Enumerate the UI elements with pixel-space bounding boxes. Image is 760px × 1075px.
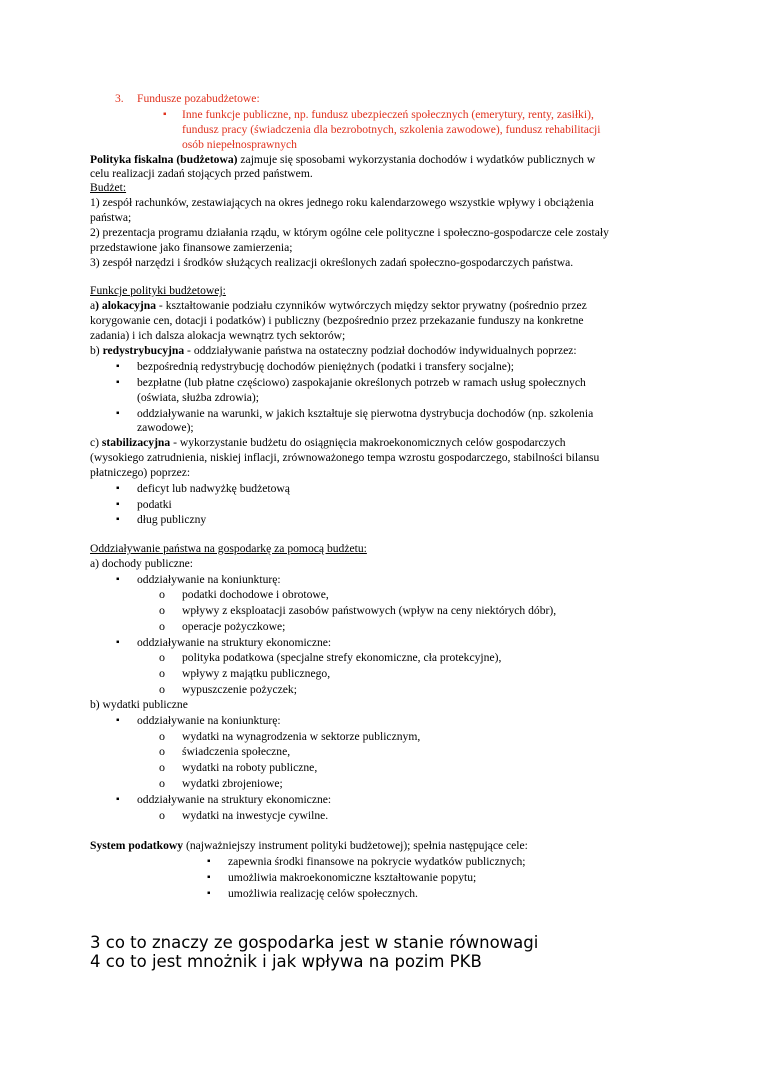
square-bullet-icon: ▪ [207, 888, 211, 899]
circle-bullet-icon: o [159, 744, 165, 758]
sub-list-item: operacje pożyczkowe; [182, 620, 286, 633]
tax-paragraph: System podatkowy (najważniejszy instrument polityki budżetowej); spełnia następujące cele: [90, 839, 528, 852]
funds-line: osób niepełnosprawnych [182, 138, 297, 151]
function-c-line: płatniczego) poprzez: [90, 466, 191, 479]
list-item: umożliwia makroekonomiczne kształtowanie popytu; [228, 871, 477, 884]
square-bullet-icon: ▪ [116, 794, 120, 805]
question-line: 3 co to znaczy ze gospodarka jest w stanie równowagi [90, 933, 539, 952]
function-a: a) alokacyjna - kształtowanie podziału czynników wytwórczych między sektor prywatny (pośrednio przez [90, 299, 587, 312]
list-item: (oświata, służba zdrowia); [137, 391, 260, 404]
list-item: oddziaływanie na struktury ekonomiczne: [137, 793, 332, 806]
funds-heading: Fundusze pozabudżetowe: [137, 92, 260, 105]
square-bullet-icon: ▪ [116, 483, 120, 494]
sub-list-item: świadczenia społeczne, [182, 745, 291, 758]
list-number: 3. [115, 92, 124, 105]
list-item: deficyt lub nadwyżkę budżetową [137, 482, 290, 495]
square-bullet-icon: ▪ [116, 637, 120, 648]
budget-line: 1) zespół rachunków, zestawiających na okres jednego roku kalendarzowego wszystkie wpływy i obciążenia [90, 196, 594, 209]
square-bullet-icon: ▪ [116, 574, 120, 585]
list-item: oddziaływanie na struktury ekonomiczne: [137, 636, 332, 649]
sub-list-item: polityka podatkowa (specjalne strefy ekonomiczne, cła protekcyjne), [182, 651, 502, 664]
function-a-line: zadania) i ich dalsza alokacja wewnątrz tych sektorów; [90, 329, 346, 342]
list-item: zapewnia środki finansowe na pokrycie wydatków publicznych; [228, 855, 526, 868]
sub-list-item: wpływy z eksploatacji zasobów państwowych (wpływ na ceny niektórych dóbr), [182, 604, 557, 617]
sub-list-item: podatki dochodowe i obrotowe, [182, 588, 329, 601]
sub-list-item: wydatki na roboty publiczne, [182, 761, 318, 774]
square-bullet-icon: ▪ [163, 109, 167, 120]
list-item: umożliwia realizację celów społecznych. [228, 887, 418, 900]
list-item: zawodowe); [137, 421, 194, 434]
circle-bullet-icon: o [159, 650, 165, 664]
sub-list-item: wydatki na inwestycje cywilne. [182, 809, 329, 822]
square-bullet-icon: ▪ [207, 872, 211, 883]
list-item: oddziaływanie na koniunkturę: [137, 714, 281, 727]
tax-term: System podatkowy [90, 839, 184, 852]
budget-line: państwa; [90, 211, 132, 224]
square-bullet-icon: ▪ [207, 856, 211, 867]
budget-line: 3) zespół narzędzi i środków służących realizacji określonych zadań społeczno-gospodarczych państwa. [90, 256, 574, 269]
circle-bullet-icon: o [159, 666, 165, 680]
square-bullet-icon: ▪ [116, 408, 120, 419]
sub-list-item: wydatki zbrojeniowe; [182, 777, 283, 790]
circle-bullet-icon: o [159, 776, 165, 790]
sub-list-item: wydatki na wynagrodzenia w sektorze publicznym, [182, 730, 421, 743]
list-item: oddziaływanie na koniunkturę: [137, 573, 281, 586]
circle-bullet-icon: o [159, 603, 165, 617]
fiscal-term: Polityka fiskalna (budżetowa) [90, 153, 238, 166]
list-item: dług publiczny [137, 513, 207, 526]
square-bullet-icon: ▪ [116, 715, 120, 726]
question-line: 4 co to jest mnożnik i jak wpływa na pozim PKB [90, 952, 482, 971]
sub-list-item: wpływy z majątku publicznego, [182, 667, 331, 680]
function-a-line: korygowanie cen, dotacji i podatków) i publiczny (bezpośrednio przez przekazanie funduszy na konkretne [90, 314, 584, 327]
function-b: b) redystrybucyjna - oddziaływanie państwa na ostateczny podział dochodów indywidualnych poprzez: [90, 344, 577, 357]
circle-bullet-icon: o [159, 682, 165, 696]
function-c: c) stabilizacyjna - wykorzystanie budżetu do osiągnięcia makroekonomicznych celów gospodarczych [90, 436, 566, 449]
influence-heading: Oddziaływanie państwa na gospodarkę za pomocą budżetu: [90, 542, 367, 555]
circle-bullet-icon: o [159, 808, 165, 822]
circle-bullet-icon: o [159, 619, 165, 633]
square-bullet-icon: ▪ [116, 514, 120, 525]
funds-line: fundusz pracy (świadczenia dla bezrobotnych, szkolenia zawodowe), fundusz rehabilitacji [182, 123, 601, 136]
circle-bullet-icon: o [159, 729, 165, 743]
influence-a-label: a) dochody publiczne: [90, 557, 194, 570]
square-bullet-icon: ▪ [116, 361, 120, 372]
funds-line: Inne funkcje publiczne, np. fundusz ubezpieczeń społecznych (emerytury, renty, zasiłki), [182, 108, 594, 121]
budget-line: 2) prezentacja programu działania rządu, w którym ogólne cele polityczne i społeczno-gospodarcze cele zostały [90, 226, 609, 239]
list-item: podatki [137, 498, 172, 511]
list-item: bezpłatne (lub płatne częściowo) zaspokajanie określonych potrzeb w ramach usług społecznych [137, 376, 586, 389]
sub-list-item: wypuszczenie pożyczek; [182, 683, 297, 696]
list-item: oddziaływanie na warunki, w jakich kształtuje się pierwotna dystrybucja dochodów (np. szkolenia [137, 407, 594, 420]
circle-bullet-icon: o [159, 760, 165, 774]
function-c-line: (wysokiego zatrudnienia, niskiej inflacji, zrównoważonego tempa wzrostu gospodarczego, stabilności bilansu [90, 451, 600, 464]
functions-heading: Funkcje polityki budżetowej: [90, 284, 226, 297]
budget-heading: Budżet: [90, 181, 127, 194]
square-bullet-icon: ▪ [116, 377, 120, 388]
fiscal-line: celu realizacji zadań stojących przed państwem. [90, 167, 313, 180]
list-item: bezpośrednią redystrybucję dochodów pieniężnych (podatki i transfery socjalne); [137, 360, 514, 373]
fiscal-paragraph: Polityka fiskalna (budżetowa) zajmuje się sposobami wykorzystania dochodów i wydatków publicznych w [90, 153, 596, 166]
influence-b-label: b) wydatki publiczne [90, 698, 188, 711]
square-bullet-icon: ▪ [116, 499, 120, 510]
circle-bullet-icon: o [159, 587, 165, 601]
budget-line: przedstawione jako finansowe zamierzenia; [90, 241, 293, 254]
